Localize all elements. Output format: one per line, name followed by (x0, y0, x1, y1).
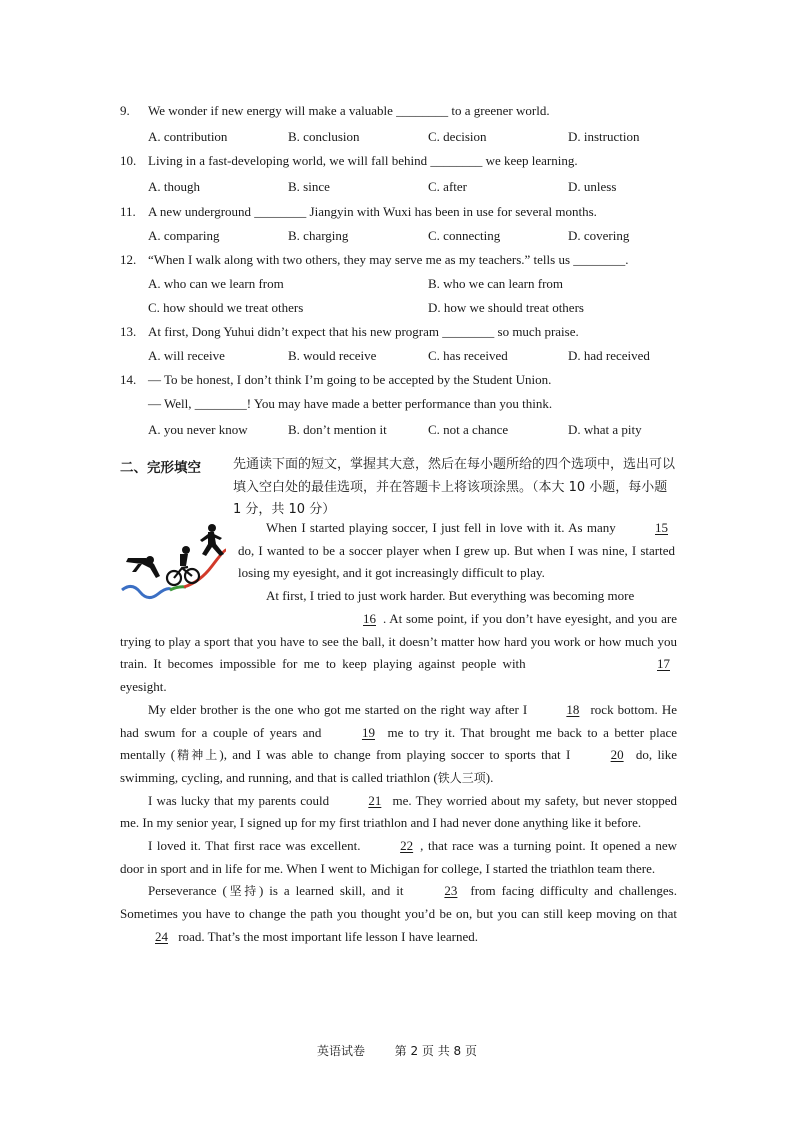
text: ) is a learned skill, and it (259, 883, 404, 899)
footer-subject: 英语试卷 (316, 1044, 365, 1058)
option-c: C. how should we treat others (148, 300, 304, 315)
blank-16[interactable]: 16 (363, 611, 376, 626)
passage-top (238, 517, 675, 585)
option-c: C. has received (428, 348, 508, 363)
option-c: C. not a chance (428, 422, 509, 437)
text: do, I wanted to be a soccer player when I grew up. But when I was nine, I started losing my eyesight, and it got increasingly difficult to play. (238, 542, 675, 581)
blank-20[interactable]: 20 (610, 747, 624, 763)
question-14 (120, 372, 552, 388)
blank-23[interactable]: 23 (444, 883, 458, 899)
passage-body (120, 608, 677, 949)
question-number: 13. (120, 324, 137, 339)
question-13 (120, 324, 579, 340)
question-number: 14. (120, 372, 137, 387)
text: rock bottom. He had swum for a couple of years and (120, 701, 678, 740)
option-a: A. though (148, 179, 200, 194)
text: road. That’s the most important life lesson I have learned. (178, 928, 479, 944)
question-stem: At first, Dong Yuhui didn’t expect that his new program ________ so much praise. (148, 324, 579, 339)
option-d: D. covering (568, 228, 630, 243)
footer-page-number: 第 2 页 共 8 页 (394, 1044, 477, 1058)
section-title: 二、完形填空 (120, 460, 201, 476)
paragraph-3 (120, 699, 677, 790)
question-number: 11. (120, 204, 136, 219)
paragraph-2-head (238, 585, 675, 608)
option-d: D. how we should treat others (428, 300, 584, 315)
text: ), and I was able to change from playing soccer to sports that I (219, 747, 571, 763)
passage-p2-head (238, 585, 675, 608)
paragraph-6 (120, 880, 677, 948)
page-footer (0, 1042, 794, 1059)
option-b: B. would receive (288, 348, 377, 363)
text: ). (485, 769, 494, 785)
option-a: A. comparing (148, 228, 220, 243)
option-b: B. charging (288, 228, 349, 243)
question-9 (120, 103, 550, 119)
option-b: B. who we can learn from (428, 276, 564, 291)
question-stem-line-2: — Well, ________! You may have made a better performance than you think. (148, 396, 553, 411)
option-a: A. contribution (148, 129, 228, 144)
text: me. They worried about my safety, but never stopped me. In my senior year, I signed up for my first triathlon and I had never done anything like it before. (120, 792, 678, 831)
option-c: C. decision (428, 129, 487, 144)
section-instruction: 先通读下面的短文，掌握其大意，然后在每小题所给的四个选项中，选出可以填入空白处的最佳选项，并在答题卡上将该项涂黑。（本大 10 小题，每小题 1 分，共 10 分） (233, 457, 676, 517)
option-c: C. connecting (428, 228, 501, 243)
paragraph-1 (238, 517, 675, 585)
text: I was lucky that my parents could (148, 792, 330, 808)
question-number: 9. (120, 103, 130, 118)
blank-17[interactable]: 17 (657, 656, 670, 672)
question-stem: “When I walk along with two others, they may serve me as my teachers.” tells us ________. (148, 252, 629, 267)
paragraph-5 (120, 835, 677, 880)
option-a: A. will receive (148, 348, 225, 363)
question-11 (120, 204, 597, 220)
blank-19[interactable]: 19 (361, 724, 375, 740)
blank-21[interactable]: 21 (368, 792, 382, 808)
question-stem: A new underground ________ Jiangyin with Wuxi has been in use for several months. (148, 204, 597, 219)
option-b: B. don’t mention it (288, 422, 387, 437)
option-c: C. after (428, 179, 467, 194)
blank-18[interactable]: 18 (566, 701, 580, 717)
question-stem: Living in a fast-developing world, we will fall behind ________ we keep learning. (148, 153, 578, 168)
option-d: D. what a pity (568, 422, 642, 437)
paragraph-2 (120, 608, 677, 699)
question-number: 10. (120, 153, 137, 168)
option-a: A. who can we learn from (148, 276, 284, 291)
text: My elder brother is the one who got me started on the right way after I (148, 701, 528, 717)
chinese-gloss: 精神上 (175, 748, 220, 763)
text: eyesight. (120, 679, 167, 695)
text: do, like swimming, cycling, and running, and that is called triathlon ( (120, 747, 677, 785)
text: At first, I tried to just work harder. But everything was becoming more (266, 588, 635, 603)
text: When I started playing soccer, I just fell in love with it. As many (266, 520, 616, 535)
paragraph-4 (120, 790, 677, 835)
text: Perseverance ( (148, 883, 227, 899)
question-number: 12. (120, 252, 137, 267)
option-d: D. instruction (568, 129, 640, 144)
blank-24[interactable]: 24 (155, 928, 168, 944)
text: me to try it. That brought me back to a better place mentally ( (120, 724, 678, 763)
question-stem: — To be honest, I don’t think I’m going to be accepted by the Student Union. (148, 372, 552, 387)
question-stem: We wonder if new energy will make a valuable ________ to a greener world. (148, 103, 550, 118)
chinese-gloss: 坚持 (226, 884, 259, 899)
text: from facing difficulty and challenges. Sometimes you have to change the path you thought you’d be on, but you can still keep moving on that (120, 883, 677, 922)
question-10 (120, 153, 578, 169)
text: , that race was a turning point. It opened a new door in sport and in life for me. When I went to Michigan for college, I started the triathlon team there. (120, 838, 677, 876)
question-12 (120, 252, 629, 268)
text: . At some point, if you don’t have eyesight, and you are trying to play a sport that you have to see the ball, it doesn’t matter how hard you work or how much you train. It becomes impossible for me to keep playing against people with (120, 611, 677, 672)
option-b: B. conclusion (288, 129, 360, 144)
triathlon-illustration-icon (120, 520, 230, 610)
option-b: B. since (288, 179, 330, 194)
chinese-gloss: 铁人三项 (437, 770, 486, 785)
option-a: A. you never know (148, 422, 248, 437)
option-d: D. unless (568, 179, 617, 194)
blank-22[interactable]: 22 (400, 838, 414, 854)
blank-15[interactable]: 15 (655, 520, 668, 535)
text: I loved it. That first race was excellent. (148, 838, 361, 854)
option-d: D. had received (568, 348, 650, 363)
